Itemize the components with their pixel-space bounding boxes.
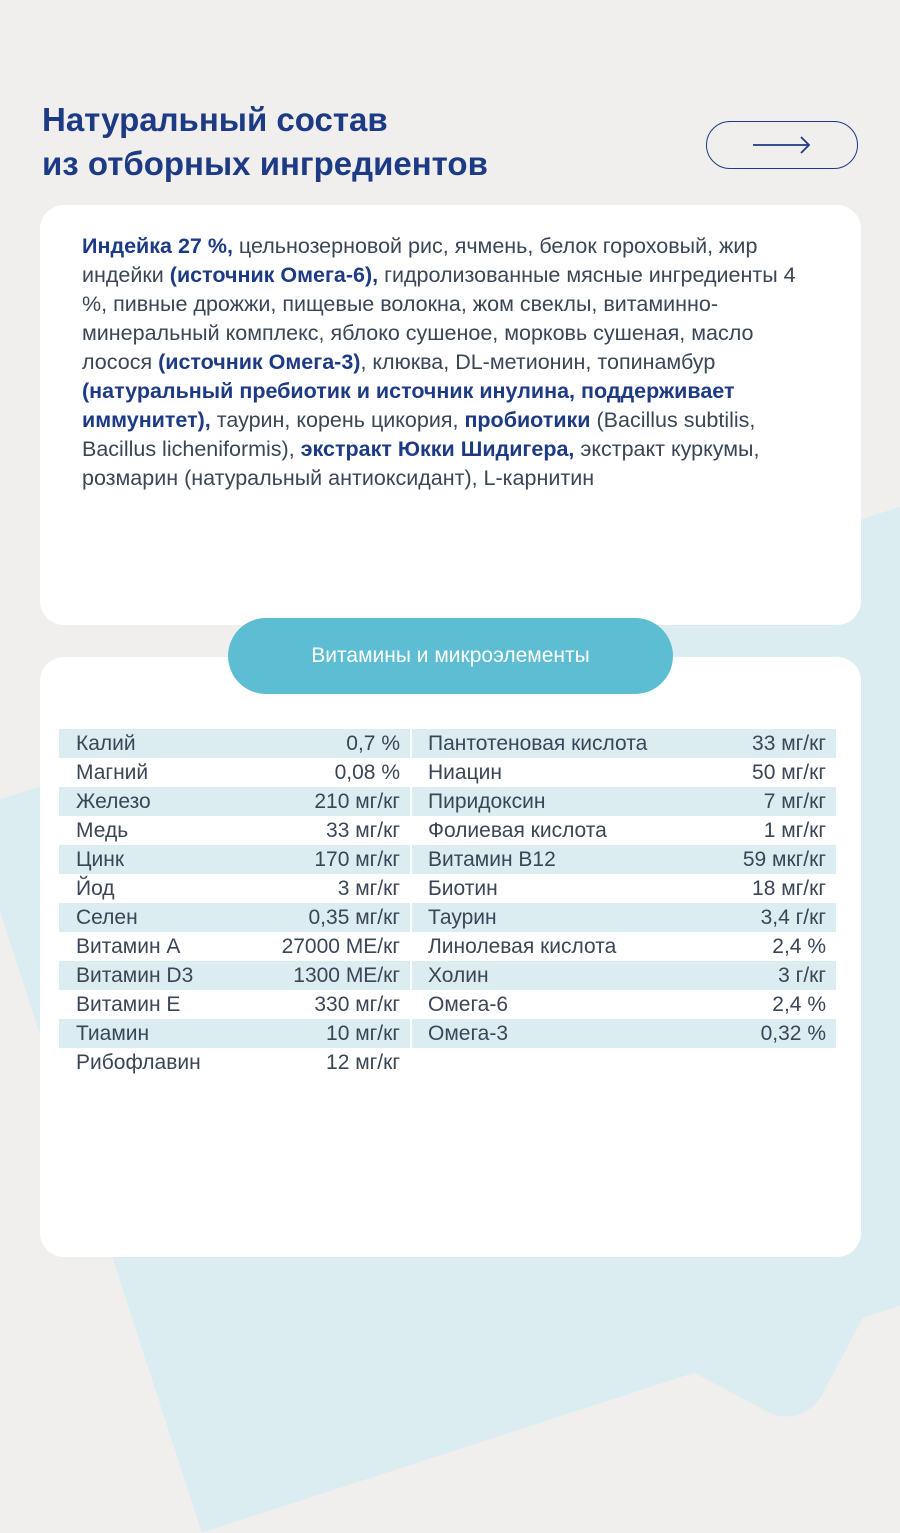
nutrient-name: Йод bbox=[76, 876, 115, 900]
nutrient-name: Витамин В12 bbox=[428, 847, 556, 871]
nutrient-value: 1300 МЕ/кг bbox=[293, 963, 400, 987]
composition-highlight: пробиотики bbox=[464, 408, 591, 432]
nutrient-value: 59 мкг/кг bbox=[742, 847, 826, 871]
nutrient-name: Омега-6 bbox=[428, 992, 509, 1016]
composition-highlight: (источник Омега-3) bbox=[158, 350, 361, 374]
nutrient-value: 170 мг/кг bbox=[314, 847, 400, 871]
arrow-right-icon bbox=[751, 135, 813, 155]
table-row bbox=[412, 1019, 836, 1048]
page-title bbox=[42, 98, 488, 186]
table-row bbox=[412, 729, 836, 758]
title-line-2: из отборных ингредиентов bbox=[42, 145, 488, 182]
nutrient-value: 33 мг/кг bbox=[326, 818, 400, 842]
table-row bbox=[59, 729, 410, 758]
composition-segment: таурин, корень цикория, bbox=[210, 408, 465, 432]
table-row bbox=[412, 816, 836, 845]
nutrient-value: 0,7 % bbox=[346, 731, 400, 755]
nutrient-name: Фолиевая кислота bbox=[428, 818, 607, 842]
nutrient-name: Ниацин bbox=[428, 760, 502, 784]
vitamins-table-left bbox=[59, 729, 410, 1077]
nutrient-value: 3 г/кг bbox=[778, 963, 826, 987]
next-arrow-button[interactable] bbox=[706, 121, 858, 169]
table-row bbox=[412, 932, 836, 961]
table-row bbox=[59, 816, 410, 845]
nutrient-name: Пиридоксин bbox=[428, 789, 546, 813]
table-row bbox=[59, 961, 410, 990]
title-line-1: Натуральный состав bbox=[42, 101, 388, 138]
composition-text bbox=[82, 232, 822, 493]
composition-segment: гидролизованные мясные ингредиенты 4 %, пивные дрожжи, пищевые волокна, жом свеклы, витаминно-минеральный комплекс, яблоко сушеное, морковь сушеная, масло лосося bbox=[82, 263, 796, 374]
table-row bbox=[412, 845, 836, 874]
nutrient-value: 10 мг/кг bbox=[326, 1021, 400, 1045]
table-row bbox=[412, 903, 836, 932]
nutrient-name: Медь bbox=[76, 818, 129, 842]
nutrient-name: Селен bbox=[76, 905, 138, 929]
nutrient-name: Пантотеновая кислота bbox=[428, 731, 648, 755]
vitamins-label: Витамины и микроэлементы bbox=[311, 644, 590, 667]
nutrient-name: Омега-3 bbox=[428, 1021, 509, 1045]
table-row bbox=[412, 990, 836, 1019]
table-row bbox=[412, 787, 836, 816]
nutrient-value: 210 мг/кг bbox=[314, 789, 400, 813]
composition-segment: , клюква, DL-метионин, топинамбур bbox=[360, 350, 716, 374]
table-row bbox=[59, 903, 410, 932]
nutrient-value: 3 мг/кг bbox=[337, 876, 400, 900]
table-row bbox=[412, 874, 836, 903]
table-row bbox=[59, 787, 410, 816]
nutrient-value: 33 мг/кг bbox=[752, 731, 826, 755]
nutrient-value: 27000 МЕ/кг bbox=[281, 934, 400, 958]
table-row bbox=[59, 758, 410, 787]
table-row bbox=[59, 1048, 410, 1077]
nutrient-value: 12 мг/кг bbox=[326, 1050, 400, 1074]
nutrient-name: Витамин А bbox=[76, 934, 181, 958]
nutrient-value: 3,4 г/кг bbox=[760, 905, 826, 929]
table-row bbox=[59, 874, 410, 903]
nutrient-name: Калий bbox=[76, 731, 136, 755]
nutrient-value: 18 мг/кг bbox=[752, 876, 826, 900]
table-row bbox=[59, 990, 410, 1019]
table-row bbox=[59, 932, 410, 961]
nutrient-name: Тиамин bbox=[76, 1021, 150, 1045]
nutrient-name: Таурин bbox=[428, 905, 497, 929]
vitamins-label-pill bbox=[228, 618, 673, 694]
table-row bbox=[412, 961, 836, 990]
nutrient-name: Цинк bbox=[76, 847, 125, 871]
nutrient-value: 0,08 % bbox=[334, 760, 400, 784]
nutrient-value: 0,35 мг/кг bbox=[308, 905, 400, 929]
table-row bbox=[59, 845, 410, 874]
nutrient-value: 0,32 % bbox=[760, 1021, 826, 1045]
nutrient-name: Витамин D3 bbox=[76, 963, 194, 987]
nutrient-name: Витамин Е bbox=[76, 992, 181, 1016]
nutrient-value: 1 мг/кг bbox=[763, 818, 826, 842]
nutrient-value: 7 мг/кг bbox=[763, 789, 826, 813]
nutrient-name: Биотин bbox=[428, 876, 498, 900]
nutrient-value: 50 мг/кг bbox=[752, 760, 826, 784]
composition-segment: цельнозерновой рис, ячмень, белок гороховый, жир индейки bbox=[82, 234, 758, 287]
composition-highlight: Индейка 27 %, bbox=[82, 234, 233, 258]
composition-highlight: (натуральный пребиотик и источник инулина, поддерживает иммунитет), bbox=[82, 379, 735, 432]
nutrient-name: Холин bbox=[428, 963, 489, 987]
nutrient-name: Железо bbox=[76, 789, 151, 813]
composition-highlight: (источник Омега-6), bbox=[169, 263, 379, 287]
composition-highlight: экстракт Юкки Шидигера, bbox=[300, 437, 575, 461]
nutrient-name: Линолевая кислота bbox=[428, 934, 617, 958]
vitamins-table-right bbox=[412, 729, 836, 1048]
table-row bbox=[59, 1019, 410, 1048]
nutrient-name: Рибофлавин bbox=[76, 1050, 201, 1074]
composition-segment: экстракт куркумы, розмарин (натуральный антиоксидант), L-карнитин bbox=[82, 437, 760, 490]
nutrient-value: 330 мг/кг bbox=[314, 992, 400, 1016]
nutrient-value: 2,4 % bbox=[772, 992, 826, 1016]
composition-segment: (Bacillus subtilis, Bacillus licheniformis), bbox=[82, 408, 756, 461]
table-row bbox=[412, 758, 836, 787]
nutrient-value: 2,4 % bbox=[772, 934, 826, 958]
nutrient-name: Магний bbox=[76, 760, 149, 784]
